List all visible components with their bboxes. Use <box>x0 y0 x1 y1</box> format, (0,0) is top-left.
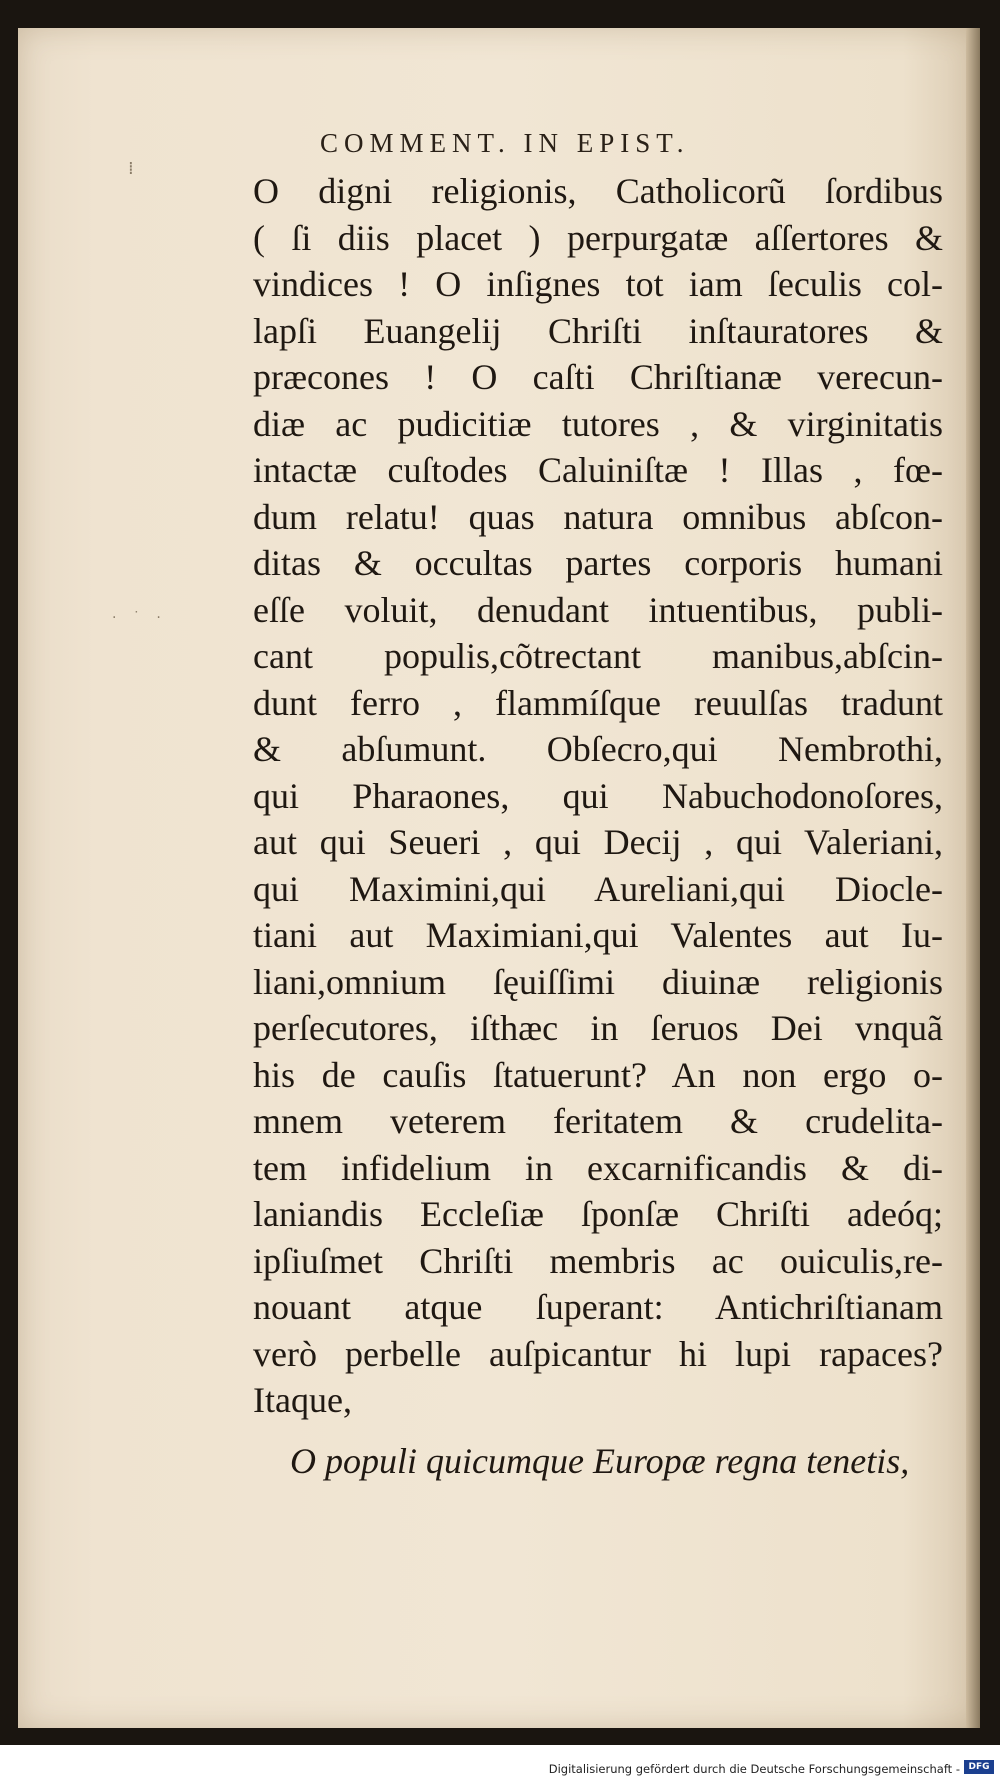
text-line: intactæ cuſtodes Caluiniſtæ ! Illas , fœ- <box>253 450 943 490</box>
text-line: cant populis,cõtrectant manibus,abſcin- <box>253 636 943 676</box>
text-line: tem infidelium in excarnificandis & di- <box>253 1147 943 1188</box>
text-line: perſecutores, iſthæc in ſeruos Dei vnquã <box>253 1008 943 1048</box>
text-line: ipſiuſmet Chriſti membris ac ouiculis,re- <box>253 1240 943 1281</box>
text-line: præcones ! O caſti Chriſtianæ verecun- <box>253 357 943 397</box>
text-line: eſſe voluit, denudant intuentibus, publi- <box>253 589 943 630</box>
text-line: qui Pharaones, qui Nabuchodonoſores, <box>253 775 943 816</box>
text-line: tiani aut Maximiani,qui Valentes aut Iu- <box>253 915 943 955</box>
text-line: ( ſi diis placet ) perpurgatæ aſſertores & <box>253 217 943 258</box>
text-line: his de cauſis ſtatuerunt? An non ergo o- <box>253 1054 943 1095</box>
text-line: Itaque, <box>253 1380 352 1420</box>
body-text <box>253 168 943 1424</box>
text-line: verò perbelle auſpicantur hi lupi rapaces? <box>253 1333 943 1374</box>
text-line: dunt ferro , flammíſque reuulſas tradunt <box>253 682 943 723</box>
running-head: COMMENT. IN EPIST. <box>320 128 690 158</box>
text-line: diæ ac pudicitiæ tutores , & virginitatis <box>253 403 943 444</box>
text-line: vindices ! O inſignes tot iam ſeculis col- <box>253 264 943 304</box>
text-line: & abſumunt. Obſecro,qui Nembrothi, <box>253 729 943 769</box>
text-line: liani,omnium ſęuiſſimi diuinæ religionis <box>253 961 943 1002</box>
page-edge <box>966 28 980 1728</box>
text-line: qui Maximini,qui Aureliani,qui Diocle- <box>253 868 943 909</box>
text-line: O digni religionis, Catholicorũ ſordibus <box>253 171 943 211</box>
margin-ink-specks: · ˙ · <box>112 610 167 626</box>
text-line: aut qui Seueri , qui Decij , qui Valeriani, <box>253 822 943 862</box>
text-line: mnem veterem feritatem & crudelita- <box>253 1101 943 1141</box>
dfg-logo: DFG <box>964 1760 994 1774</box>
digitization-credit: Digitalisierung gefördert durch die Deutsche Forschungsgemeinschaft - <box>548 1762 960 1776</box>
text-line: laniandis Eccleſiæ ſponſæ Chriſti adeóq; <box>253 1194 943 1234</box>
verse-line: O populi quicumque Europæ regna tenetis, <box>290 1441 910 1481</box>
text-line: lapſi Euangelij Chriſti inſtauratores & <box>253 310 943 351</box>
margin-annotation-mark: ⁞ <box>128 158 134 179</box>
text-line: ditas & occultas partes corporis humani <box>253 543 943 583</box>
text-line: dum relatu! quas natura omnibus abſcon- <box>253 496 943 537</box>
text-line: nouant atque ſuperant: Antichriſtianam <box>253 1287 943 1327</box>
